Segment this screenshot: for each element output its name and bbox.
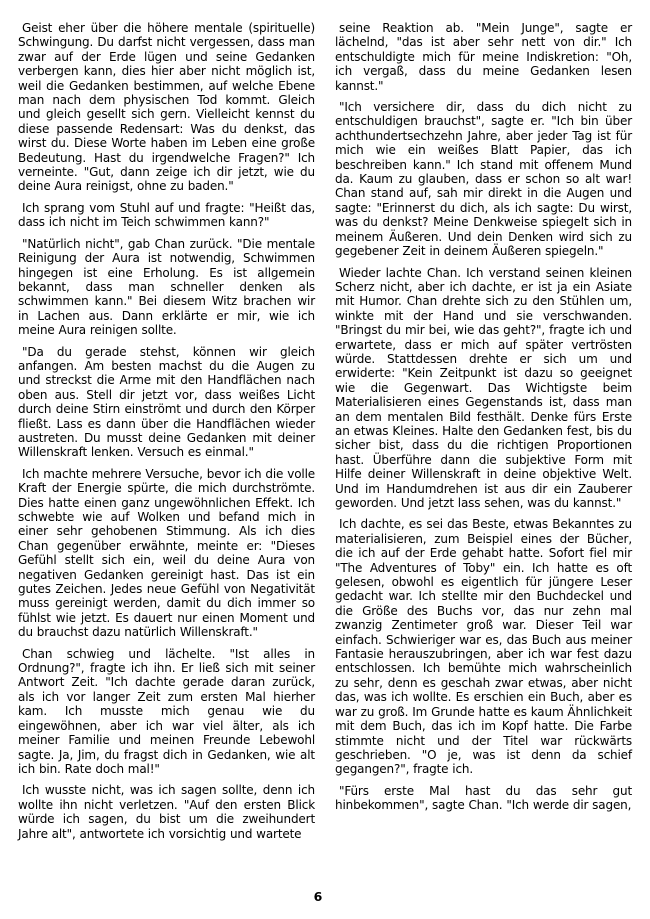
page-number: 6: [313, 889, 323, 904]
right-column: [335, 21, 632, 870]
paragraph: "Ich versichere dir, dass du dich nicht zu entschuldigen brauchst", sagte er. "Ich bin über achthundertsechzehn Jahre, aber jeder Tag ist für mich wie ein weißes Blatt Papier, das ich beschreiben kann." Ich stand mit offenem Mund da. Kaum zu glauben, dass er schon so alt war! Chan stand auf, sah mir direkt in die Augen und sagte: "Erinnerst du dich, als ich sagte: Du wirst, was du denkst? Meine Denkweise spiegelt sich in meinem Äußeren. Und dein Denken wird sich zu gegebener Zeit in deinem Äußeren spiegeln.": [335, 100, 632, 259]
paragraph: Ich wusste nicht, was ich sagen sollte, denn ich wollte ihn nicht verletzen. "Auf den ersten Blick würde ich sagen, du bist um die zweihundert Jahre alt", antwortete ich vorsichtig und wartete: [18, 783, 315, 841]
paragraph: "Fürs erste Mal hast du das sehr gut hinbekommen", sagte Chan. "Ich werde dir sagen,: [335, 783, 632, 813]
paragraph: "Da du gerade stehst, können wir gleich anfangen. Am besten machst du die Augen zu und streckst die Arme mit den Handflächen nach oben aus. Stell dir jetzt vor, dass weißes Licht durch deine Stirn einströmt und durch den Körper fließt. Lass es dann über die Handflächen wieder austreten. Du musst deine Gedanken mit deiner Willenskraft lenken. Versuch es einmal.": [18, 344, 315, 460]
paragraph: Chan schwieg und lächelte. "Ist alles in Ordnung?", fragte ich ihn. Er ließ sich mit seiner Antwort Zeit. "Ich dachte gerade daran zurück, als ich vor langer Zeit zum ersten Mal hierher kam. Ich musste mich genau wie du eingewöhnen, aber ich war viel älter, als ich meiner Familie und meinen Freunde Lebewohl sagte. Ja, Jim, du fragst dich in Gedanken, wie alt ich bin. Rate doch mal!": [18, 646, 315, 776]
paragraph: Wieder lachte Chan. Ich verstand seinen kleinen Scherz nicht, aber ich dachte, er ist ja ein Asiate mit Humor. Chan drehte sich zu den Stühlen um, winkte mit der Hand und sie verschwanden. "Bringst du mir bei, wie das geht?", fragte ich und erwartete, dass er mich auf später vertrösten würde. Stattdessen drehte er sich um und erwiderte: "Kein Zeitpunkt ist dazu so geeignet wie die Gegenwart. Das Wichtigste beim Materialisieren eines Gegenstands ist, dass man an dem mentalen Bild festhält. Denke fürs Erste an etwas Kleines. Halte den Gedanken fest, bis du sicher bist, dass du die richtigen Proportionen hast. Überführe dann die subjektive Form mit Hilfe deiner Willenskraft in deine objektive Welt. Und im Handumdrehen ist aus dir ein Zauberer geworden. Und jetzt lass sehen, was du kannst.": [335, 265, 632, 510]
left-column: [18, 21, 315, 870]
paragraph: seine Reaktion ab. "Mein Junge", sagte er lächelnd, "das ist aber sehr nett von dir." Ich entschuldigte mich für meine Indiskretion: "Oh, ich vergaß, dass du meine Gedanken lesen kannst.": [335, 21, 632, 93]
paragraph: Ich dachte, es sei das Beste, etwas Bekanntes zu materialisieren, zum Beispiel eines der Bücher, die ich auf der Erde gehabt hatte. Sofort fiel mir "The Adventures of Toby" ein. Ich hatte es oft gelesen, obwohl es eigentlich für jüngere Leser gedacht war. Ich stellte mir den Buchdeckel und die Größe des Buchs vor, das nur zehn mal zwanzig Zentimeter groß war. Dieser Teil war einfach. Schwieriger war es, das Buch aus meiner Fantasie herauszubringen, aber ich war fest dazu entschlossen. Ich bemühte mich wahrscheinlich zu sehr, denn es geschah zwar etwas, aber nicht das, was ich wollte. Es erschien ein Buch, aber es war zu groß. Im Grunde hatte es kaum Ähnlichkeit mit dem Buch, das ich im Kopf hatte. Die Farbe stimmte nicht und der Titel war rückwärts geschrieben. "O je, was ist denn da schief gegangen?", fragte ich.: [335, 517, 632, 777]
paragraph: Geist eher über die höhere mentale (spirituelle) Schwingung. Du darfst nicht vergessen, dass man zwar auf der Erde lügen und seine Gedanken verbergen kann, dies hier aber nicht möglich ist, weil die Gedanken bestimmen, auf welche Ebene man nach dem physischen Tod kommt. Gleich und gleich gesellt sich gern. Vielleicht kennst du diese passende Redensart: Was du denkst, das wirst du. Diese Worte haben im Leben eine große Bedeutung. Hast du irgendwelche Fragen?" Ich verneinte. "Gut, dann zeige ich dir jetzt, wie du deine Aura reinigst, ohne zu baden.": [18, 21, 315, 194]
paragraph: Ich sprang vom Stuhl auf und fragte: "Heißt das, dass ich nicht im Teich schwimmen kann?": [18, 200, 315, 230]
paragraph: "Natürlich nicht", gab Chan zurück. "Die mentale Reinigung der Aura ist notwendig, Schwimmen hingegen ist eine Erholung. Es ist allgemein bekannt, dass man schneller denken als schwimmen kann." Bei diesem Witz brachen wir in Lachen aus. Dann erklärte er mir, wie ich meine Aura reinigen sollte.: [18, 236, 315, 338]
paragraph: Ich machte mehrere Versuche, bevor ich die volle Kraft der Energie spürte, die mich durchströmte. Dies hatte einen ganz ungewöhnlichen Effekt. Ich schwebte wie auf Wolken und befand mich in einer sehr gehobenen Stimmung. Als ich dies Chan gegenüber erwähnte, meinte er: "Dieses Gefühl stellt sich ein, weil du deine Aura von negativen Gedanken gereinigt hast. Das ist ein gutes Zeichen. Jedes neue Gefühl von Negativität muss gereinigt werden, damit du dich immer so fühlst wie jetzt. Es dauert nur einen Moment und du brauchst dazu natürlich Willenskraft.": [18, 466, 315, 640]
